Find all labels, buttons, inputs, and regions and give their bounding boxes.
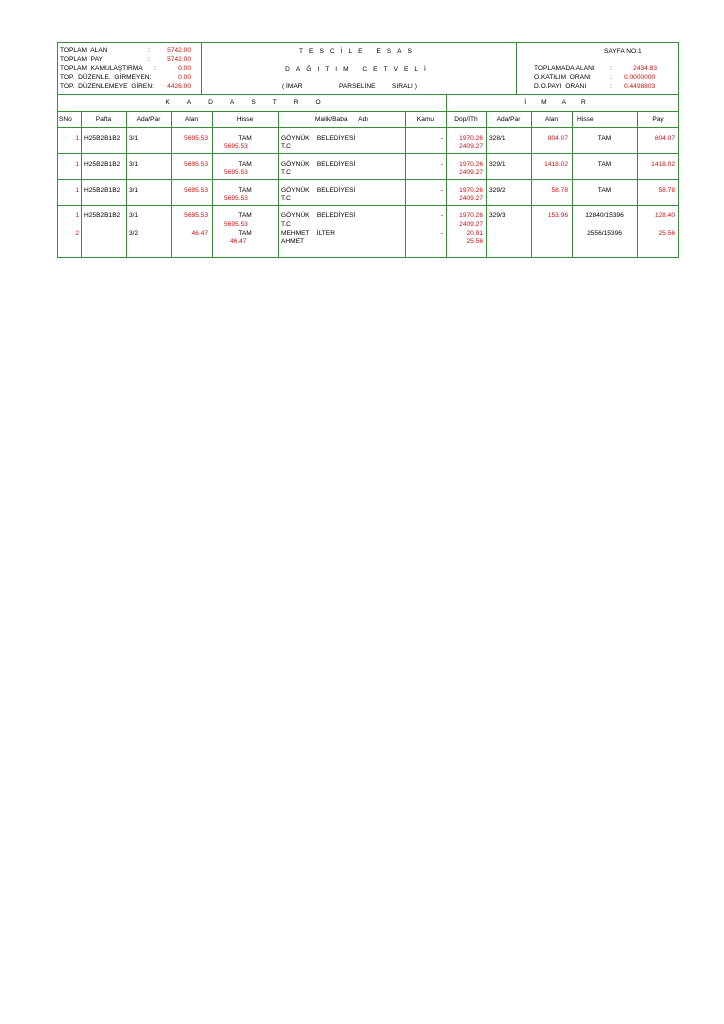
title-sort-middle: PARSELİNE	[339, 83, 376, 90]
column-header-bottom-line	[57, 127, 679, 128]
cell-hisse-sub: TAM	[238, 230, 252, 237]
header-bottom-line	[57, 94, 679, 95]
cell-ith: 2409.27	[459, 195, 483, 202]
cell-baba: T.C	[281, 169, 291, 176]
colon: :	[610, 83, 612, 90]
cell-hisse-area-sub: 46.47	[230, 238, 247, 245]
cell-hisse: TAM	[238, 135, 252, 142]
cell-alan: 5695.53	[184, 161, 208, 168]
cell-pay: 58.78	[658, 187, 675, 194]
cell-hisse: TAM	[238, 187, 252, 194]
total-expropriation-label: TOPLAM KAMULAŞTIRMA	[60, 65, 143, 72]
total-expropriation-value: 0.00	[178, 65, 191, 72]
cell-dop: 1970.26	[459, 212, 483, 219]
col-pay: Pay	[652, 116, 664, 123]
col-line	[126, 111, 127, 258]
cell-alan: 5695.53	[184, 187, 208, 194]
cell-malik-sub: MEHMET İLTER	[281, 230, 335, 237]
row-line	[57, 179, 679, 180]
cell-sno-sub: 2	[75, 230, 79, 237]
cell-alan: 5695.53	[184, 212, 208, 219]
cell-alan: 5695.53	[184, 135, 208, 142]
col-line	[278, 111, 279, 258]
cell-imar-hisse: TAM	[597, 187, 612, 194]
colon: :	[610, 65, 612, 72]
in-arrangement-label: TOP. DÜZENLEMEYE GİREN:	[60, 83, 154, 90]
cell-imar-hisse: TAM	[597, 135, 612, 142]
col-imar-adapar: Ada/Par	[496, 116, 521, 123]
cell-hisse-area: 5695.53	[224, 221, 248, 228]
col-hisse: Hisse	[236, 116, 254, 123]
col-adapar: Ada/Par	[136, 116, 161, 123]
title-tescile-esas: TESCİLE ESAS	[299, 48, 418, 55]
cell-pafta: H25B2B1B2	[84, 161, 121, 168]
title-sort-open: ( İMAR	[282, 83, 303, 90]
cell-dop: 1970.26	[459, 187, 483, 194]
cell-sno: 1	[75, 187, 79, 194]
cell-kamu: -	[440, 161, 443, 168]
page-number: SAYFA NO:1	[604, 48, 642, 55]
cell-pay: 128.40	[654, 212, 675, 219]
cell-hisse-area: 5695.53	[224, 143, 248, 150]
cell-baba-sub: AHMET	[281, 238, 305, 245]
cell-malik: GÖYNÜK BELEDİYESİ	[281, 161, 356, 168]
cell-pafta: H25B2B1B2	[84, 135, 121, 142]
header-divider-right	[516, 42, 517, 94]
cell-imar-adapar: 329/3	[489, 212, 506, 219]
cell-hisse: TAM	[238, 161, 252, 168]
cell-alan-sub: 46.47	[191, 230, 208, 237]
col-pafta: Pafta	[95, 116, 112, 123]
in-arrangement-value: 4426.00	[167, 83, 191, 90]
total-pay-label: TOPLAM PAY	[60, 56, 103, 63]
do-ratio-value: 0.4498803	[624, 83, 656, 90]
cell-pafta: H25B2B1B2	[84, 212, 121, 219]
row-line	[57, 205, 679, 206]
cell-imar-alan: 58.78	[551, 187, 568, 194]
cell-adapar: 3/1	[129, 212, 139, 219]
col-dop: Dop/İTh	[454, 116, 478, 123]
cell-ith: 2409.27	[459, 143, 483, 150]
cell-imar-adapar: 329/1	[489, 161, 506, 168]
cell-malik: GÖYNÜK BELEDİYESİ	[281, 135, 356, 142]
cell-kamu-sub: -	[440, 230, 443, 237]
cell-imar-adapar: 328/1	[489, 135, 506, 142]
section-bottom-line	[57, 111, 679, 112]
cell-imar-adapar: 329/2	[489, 187, 506, 194]
cell-imar-alan: 1418.02	[544, 161, 568, 168]
col-line	[486, 111, 487, 258]
participation-ratio-label: O.KATILIM ORANI	[534, 74, 591, 81]
cell-imar-alan: 153.96	[547, 212, 568, 219]
total-area-value: 5742.00	[167, 47, 191, 54]
total-area-right-label: TOPLAMADA ALANI	[534, 65, 595, 72]
not-in-arrangement-value: 0.00	[178, 74, 191, 81]
col-alan: Alan	[184, 116, 199, 123]
cell-imar-alan: 804.07	[547, 135, 568, 142]
cell-adapar: 3/1	[129, 187, 139, 194]
cell-hisse-area: 5695.53	[224, 195, 248, 202]
cell-dop-sub: 20.91	[466, 230, 483, 237]
row-line	[57, 153, 679, 154]
cell-pay: 1418.02	[651, 161, 675, 168]
cell-pay-sub: 25.56	[658, 230, 675, 237]
section-kadastro: KADASTRO	[165, 99, 338, 106]
title-dagitim-cetveli: DAĞITIM CETVELİ	[285, 66, 432, 73]
cell-baba: T.C	[281, 143, 291, 150]
cell-adapar: 3/1	[129, 135, 139, 142]
cell-imar-hisse-sub: 2556/15396	[587, 230, 622, 237]
cell-pay: 804.07	[654, 135, 675, 142]
cell-hisse-area: 5695.53	[224, 169, 248, 176]
cell-ith: 2409.27	[459, 169, 483, 176]
cell-baba: T.C	[281, 195, 291, 202]
cell-imar-hisse: TAM	[597, 161, 612, 168]
colon: :	[610, 74, 612, 81]
cell-baba: T.C	[281, 221, 291, 228]
section-imar: İMAR	[524, 99, 601, 106]
col-malik: Malik/Baba Adı	[314, 116, 369, 123]
col-kamu: Kamu	[416, 116, 435, 123]
col-sno: SNo	[59, 116, 72, 123]
col-imar-hisse: Hisse	[577, 116, 594, 123]
colon: :	[148, 56, 150, 63]
cell-ith-sub: 25.56	[466, 238, 483, 245]
cell-malik: GÖYNÜK BELEDİYESİ	[281, 212, 356, 219]
cell-sno: 1	[75, 161, 79, 168]
col-imar-alan: Alan	[544, 116, 559, 123]
colon: :	[148, 47, 150, 54]
colon: :	[154, 65, 156, 72]
cell-pafta: H25B2B1B2	[84, 187, 121, 194]
cell-sno: 1	[75, 212, 79, 219]
cell-kamu: -	[440, 135, 443, 142]
total-area-label: TOPLAM ALAN	[60, 47, 108, 54]
cell-malik: GÖYNÜK BELEDİYESİ	[281, 187, 356, 194]
cell-dop: 1970.26	[459, 161, 483, 168]
cell-adapar-sub: 3/2	[129, 230, 139, 237]
cell-hisse: TAM	[238, 212, 252, 219]
col-line	[81, 111, 82, 258]
total-area-right-value: 2434.83	[633, 65, 657, 72]
do-ratio-label: D.O.PAYI ORANI	[534, 83, 587, 90]
not-in-arrangement-label: TOP. DÜZENLE. GİRMEYEN:	[60, 74, 152, 81]
cell-adapar: 3/1	[129, 161, 139, 168]
total-pay-value: 5742.00	[167, 56, 191, 63]
col-line	[531, 111, 532, 258]
title-sort-close: SIRALI )	[392, 83, 417, 90]
cell-sno: 1	[75, 135, 79, 142]
cell-kamu: -	[440, 212, 443, 219]
cell-dop: 1970.26	[459, 135, 483, 142]
cell-imar-hisse: 12840/15396	[585, 212, 624, 219]
participation-ratio-value: 0.0000000	[624, 74, 656, 81]
cell-kamu: -	[440, 187, 443, 194]
cell-ith: 2409.27	[459, 221, 483, 228]
